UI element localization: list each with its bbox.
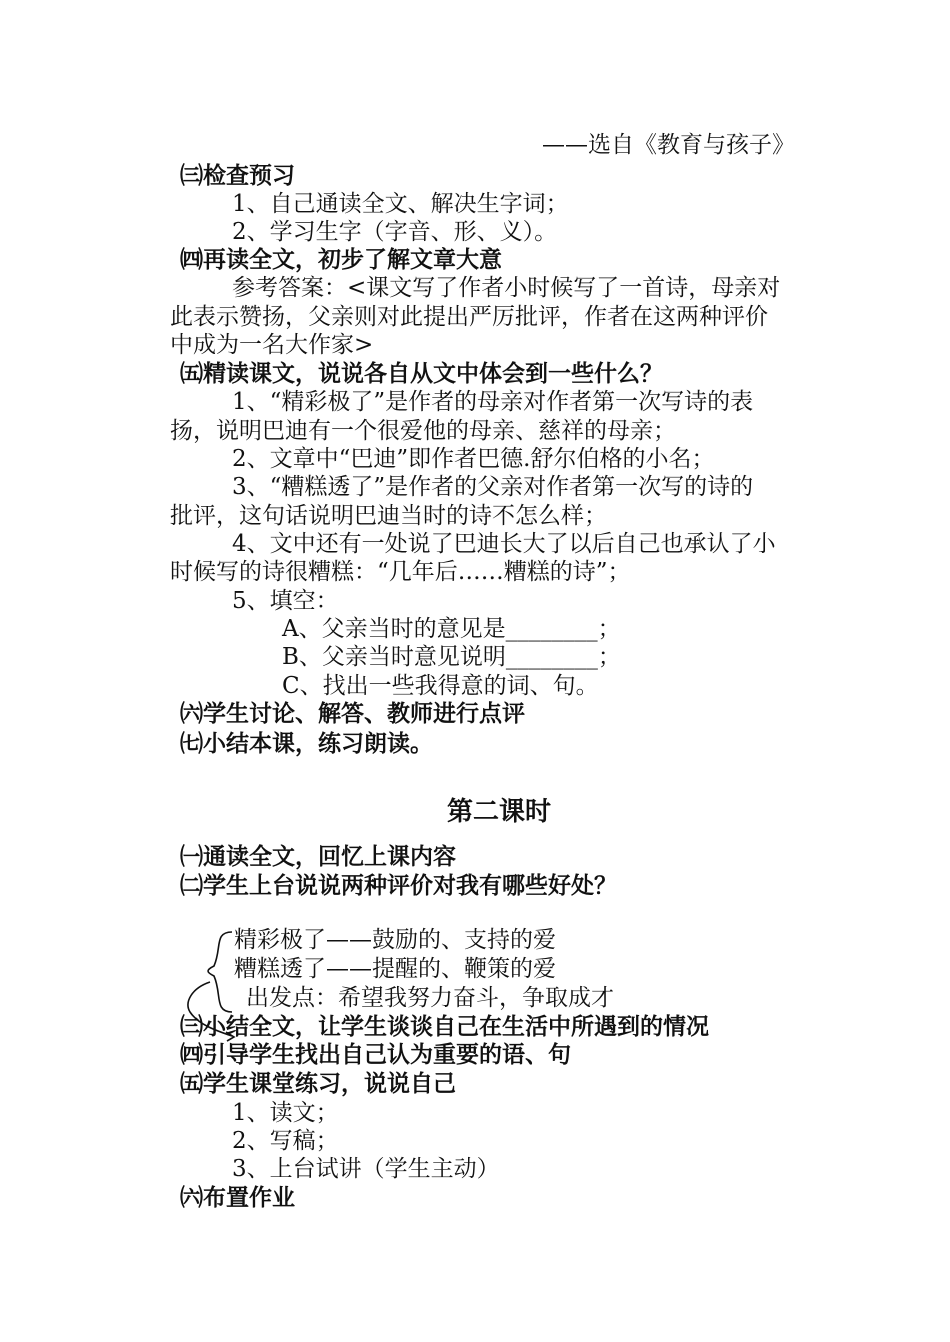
list-item: 1、读文；: [232, 1100, 339, 1126]
lesson-2-heading-5: ㈤学生课堂练习，说说自己: [180, 1070, 456, 1097]
section-6-heading: ㈥学生讨论、解答、教师进行点评: [180, 700, 525, 727]
section-3-heading: ㈢检查预习: [180, 162, 295, 189]
source-citation: ——选自《教育与孩子》: [542, 132, 795, 158]
paragraph-line: 1、“精彩极了”是作者的母亲对作者第一次写诗的表: [232, 389, 754, 415]
paragraph-line: 5、填空：: [232, 588, 339, 614]
lesson-2-heading-2: ㈡学生上台说说两种评价对我有哪些好处？: [180, 872, 617, 899]
section-7-heading: ㈦小结本课，练习朗读。: [180, 730, 433, 757]
lesson-2-heading-3: ㈢小结全文，让学生谈谈自己在生活中所遇到的情况: [180, 1013, 709, 1040]
inner-brace-icon: [208, 932, 232, 1012]
fill-blank-b: B、父亲当时意见说明________；: [282, 644, 621, 670]
answer-line: 中成为一名大作家>: [170, 332, 374, 358]
list-item: 2、写稿；: [232, 1128, 339, 1154]
answer-line: 此表示赞扬，父亲则对此提出严厉批评，作者在这两种评价: [170, 304, 768, 330]
paragraph-line: 批评，这句话说明巴迪当时的诗不怎么样；: [170, 503, 607, 529]
lesson-2-title: 第二课时: [447, 797, 552, 827]
answer-line: 参考答案：<课文写了作者小时候写了一首诗，母亲对: [232, 275, 781, 301]
diagram-line-purpose: 出发点：希望我努力奋斗，争取成才: [246, 985, 614, 1011]
fill-blank-c: C、找出一些我得意的词、句。: [282, 673, 599, 699]
section-4-heading: ㈣再读全文，初步了解文章大意: [180, 246, 502, 273]
paragraph-line: 3、“糟糕透了”是作者的父亲对作者第一次写的诗的: [232, 474, 754, 500]
diagram-line-praise: 精彩极了——鼓励的、支持的爱: [234, 927, 556, 953]
lesson-2-heading-4: ㈣引导学生找出自己认为重要的语、句: [180, 1041, 571, 1068]
paragraph-line: 扬，说明巴迪有一个很爱他的母亲、慈祥的母亲；: [170, 418, 676, 444]
list-item: 3、上台试讲（学生主动）: [232, 1156, 500, 1182]
paragraph-line: 2、文章中“巴迪”即作者巴德.舒尔伯格的小名；: [232, 446, 715, 472]
lesson-2-heading-6: ㈥布置作业: [180, 1184, 295, 1211]
paragraph-line: 4、文中还有一处说了巴迪长大了以后自己也承认了小: [232, 531, 776, 557]
lesson-2-heading-1: ㈠通读全文，回忆上课内容: [180, 843, 456, 870]
fill-blank-a: A、父亲当时的意见是________；: [282, 616, 621, 642]
list-item: 2、学习生字（字音、形、义）。: [232, 219, 558, 245]
list-item: 1、自己通读全文、解决生字词；: [232, 191, 569, 217]
diagram-line-criticism: 糟糕透了——提醒的、鞭策的爱: [234, 956, 556, 982]
section-5-heading: ㈤精读课文，说说各自从文中体会到一些什么？: [180, 360, 663, 387]
paragraph-line: 时候写的诗很糟糕：“几年后……糟糕的诗”；: [170, 559, 631, 585]
